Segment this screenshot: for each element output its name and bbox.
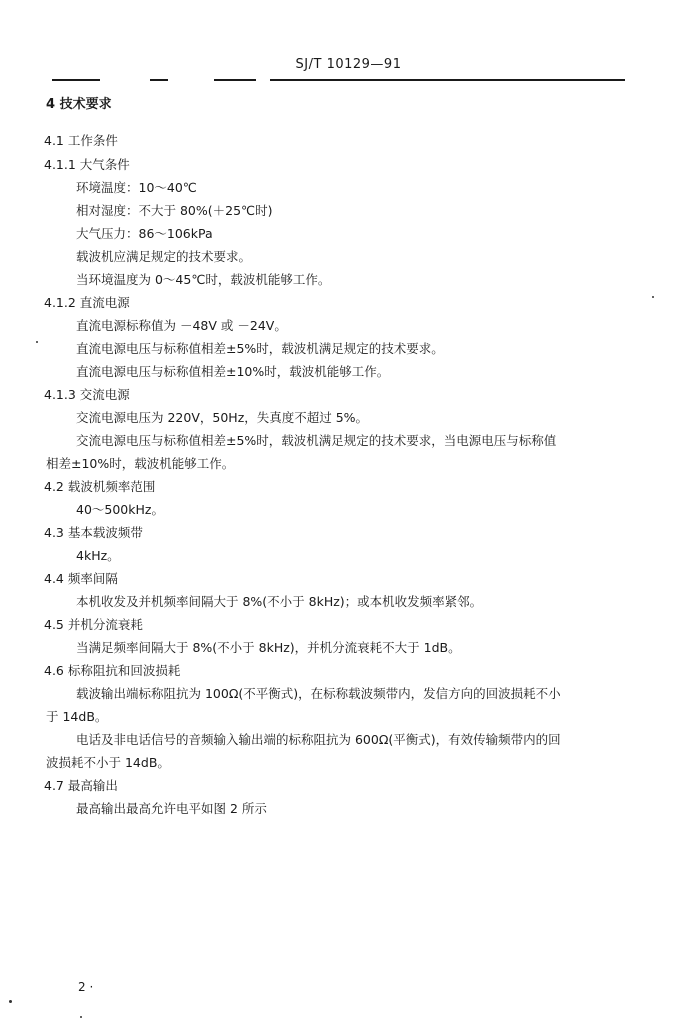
scan-speck <box>9 1000 12 1003</box>
section-4-1-1-heading: 4.1.1 大气条件 <box>44 157 130 172</box>
scan-speck <box>80 1016 82 1018</box>
header-rule-segment <box>270 79 625 81</box>
paragraph: 最高输出最高允许电平如图 2 所示 <box>76 801 267 816</box>
header-rule-segment <box>150 79 168 81</box>
section-4-6-heading: 4.6 标称阻抗和回波损耗 <box>44 663 181 678</box>
paragraph: 当环境温度为 0～45℃时，载波机能够工作。 <box>76 272 331 287</box>
paragraph: 相差±10%时，载波机能够工作。 <box>46 456 235 471</box>
header-rule-segment <box>214 79 256 81</box>
paragraph: 电话及非电话信号的音频输入输出端的标称阻抗为 600Ω(平衡式)，有效传输频带内的回 <box>76 732 561 747</box>
scan-speck <box>652 296 654 298</box>
paragraph: 波损耗不小于 14dB。 <box>46 755 170 770</box>
header-rule-segment <box>52 79 100 81</box>
section-4-1-heading: 4.1 工作条件 <box>44 133 118 148</box>
paragraph: 大气压力：86～106kPa <box>76 226 213 241</box>
paragraph: 载波输出端标称阻抗为 100Ω(不平衡式)，在标称载波频带内，发信方向的回波损耗不小 <box>76 686 561 701</box>
paragraph: 于 14dB。 <box>46 709 108 724</box>
section-4-1-3-heading: 4.1.3 交流电源 <box>44 387 130 402</box>
section-4-1-2-heading: 4.1.2 直流电源 <box>44 295 130 310</box>
paragraph: 相对湿度：不大于 80%(＋25℃时) <box>76 203 273 218</box>
paragraph: 4kHz。 <box>76 548 120 563</box>
paragraph: 载波机应满足规定的技术要求。 <box>76 249 252 264</box>
section-4-7-heading: 4.7 最高输出 <box>44 778 118 793</box>
paragraph: 交流电源电压为 220V，50Hz，失真度不超过 5%。 <box>76 410 369 425</box>
paragraph: 环境温度：10～40℃ <box>76 180 197 195</box>
section-4-heading: 4 技术要求 <box>46 97 112 112</box>
scan-speck <box>36 341 38 343</box>
section-4-3-heading: 4.3 基本载波频带 <box>44 525 143 540</box>
paragraph: 直流电源电压与标称值相差±10%时，载波机能够工作。 <box>76 364 390 379</box>
paragraph: 本机收发及并机频率间隔大于 8%(不小于 8kHz)；或本机收发频率紧邻。 <box>76 594 483 609</box>
section-4-4-heading: 4.4 频率间隔 <box>44 571 118 586</box>
page-number: 2 · <box>78 980 94 994</box>
paragraph: 当满足频率间隔大于 8%(不小于 8kHz)，并机分流衰耗不大于 1dB。 <box>76 640 461 655</box>
paragraph: 直流电源标称值为 －48V 或 －24V。 <box>76 318 287 333</box>
standard-code: SJ/T 10129—91 <box>295 57 402 72</box>
section-4-2-heading: 4.2 载波机频率范围 <box>44 479 156 494</box>
paragraph: 40～500kHz。 <box>76 502 164 517</box>
paragraph: 交流电源电压与标称值相差±5%时，载波机满足规定的技术要求，当电源电压与标称值 <box>76 433 557 448</box>
section-4-5-heading: 4.5 并机分流衰耗 <box>44 617 143 632</box>
paragraph: 直流电源电压与标称值相差±5%时，载波机满足规定的技术要求。 <box>76 341 444 356</box>
